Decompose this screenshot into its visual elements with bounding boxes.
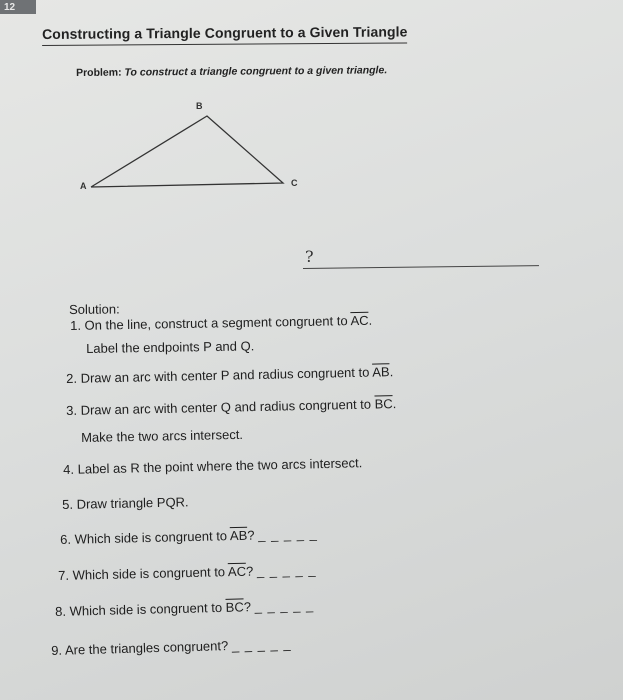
- step-1-line-2: Label the endpoints P and Q.: [86, 338, 255, 356]
- segment-bc-q: $\overline{BC}$: [225, 599, 244, 615]
- answer-blank-7[interactable]: _ _ _ _ _: [256, 562, 317, 579]
- segment-bc: $\overline{BC}$: [374, 396, 393, 412]
- problem-text: To construct a triangle congruent to a given triangle.: [124, 64, 388, 79]
- vertex-label-c: C: [291, 178, 298, 188]
- step-7: 7. Which side is congruent to $\overline{AC}$? _ _ _ _ _: [58, 562, 317, 583]
- step-2: 2. Draw an arc with center P and radius congruent to $\overline{AB}$.: [66, 364, 394, 386]
- step-9: 9. Are the triangles congruent? _ _ _ _ _: [51, 636, 292, 658]
- step-6: 6. Which side is congruent to $\overline{AB}$? _ _ _ _ _: [60, 526, 318, 547]
- segment-ab-q: $\overline{AB}$: [229, 527, 248, 544]
- step-5: 5. Draw triangle PQR.: [62, 494, 189, 512]
- vertex-label-b: B: [196, 101, 203, 111]
- segment-ac: $\overline{AC}$: [350, 312, 369, 329]
- solution-heading: Solution:: [69, 301, 120, 317]
- segment-ac-q: $\overline{AC}$: [227, 563, 247, 580]
- given-triangle: [91, 116, 283, 187]
- step-4: 4. Label as R the point where the two arcs intersect.: [63, 455, 363, 477]
- step-3-line-2: Make the two arcs intersect.: [81, 426, 244, 445]
- step-3: 3. Draw an arc with center Q and radius congruent to $\overline{BC}$.: [66, 396, 397, 418]
- problem-label: Problem:: [76, 66, 122, 79]
- line-question-mark: ?: [305, 247, 314, 266]
- answer-blank-9[interactable]: _ _ _ _ _: [231, 636, 292, 653]
- step-8: 8. Which side is congruent to $\overline{BC}$? _ _ _ _ _: [55, 597, 315, 619]
- segment-ab: $\overline{AB}$: [372, 364, 390, 380]
- page-title: Constructing a Triangle Congruent to a Given Triangle: [42, 23, 408, 46]
- vertex-label-a: A: [80, 181, 87, 191]
- answer-blank-8[interactable]: _ _ _ _ _: [254, 597, 315, 615]
- page-number: 12: [4, 2, 16, 13]
- answer-blank-6[interactable]: _ _ _ _ _: [257, 526, 318, 543]
- step-1: 1. On the line, construct a segment congruent to $\overline{AC}$.: [70, 312, 373, 333]
